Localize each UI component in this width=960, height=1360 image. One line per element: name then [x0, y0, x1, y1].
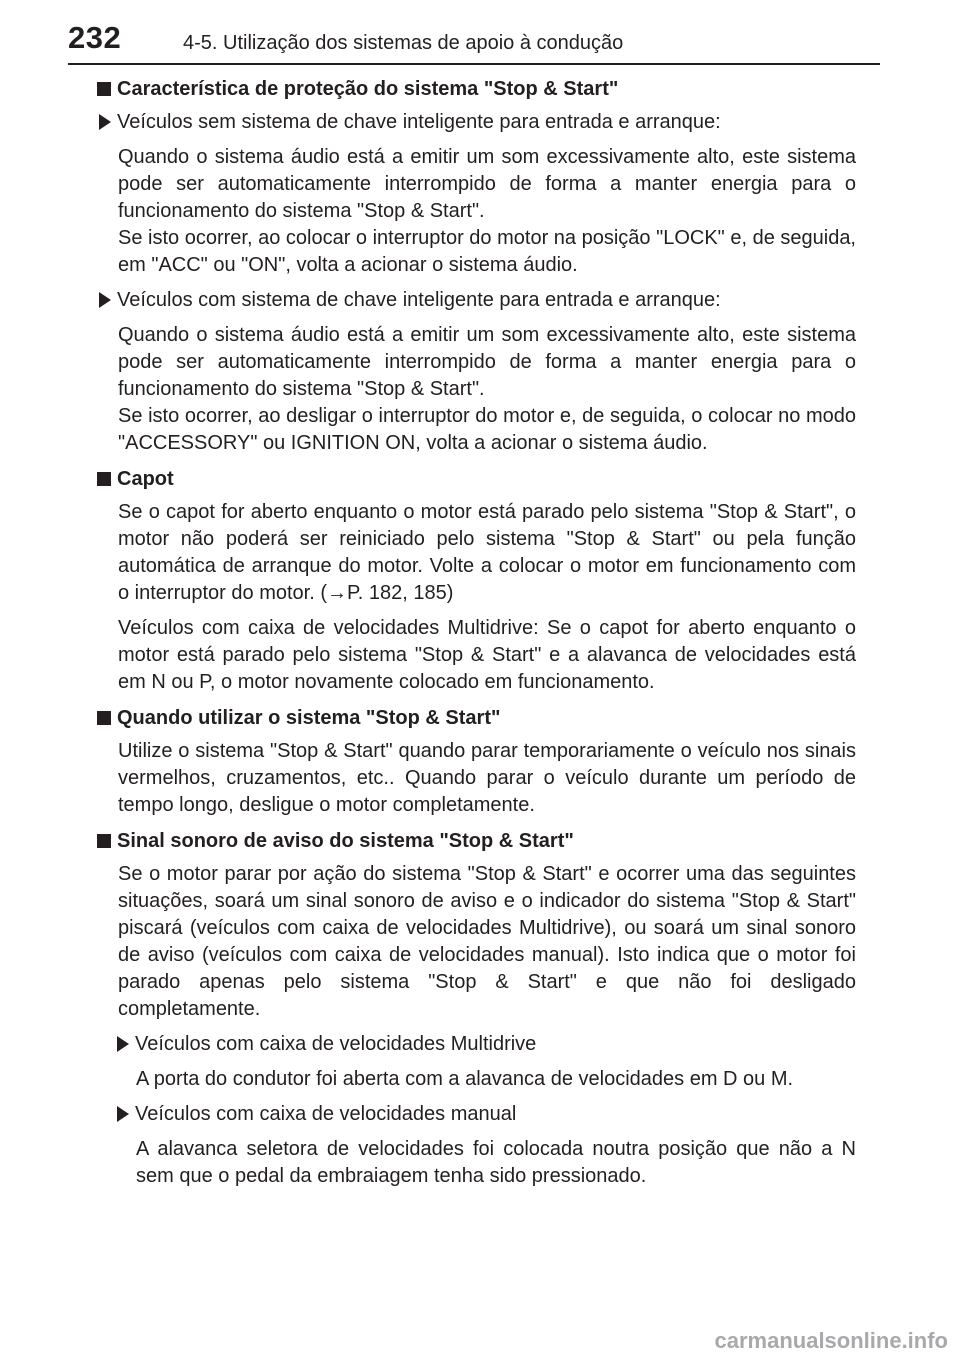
watermark: carmanualsonline.info [714, 1328, 948, 1353]
triangle-bullet-icon [99, 292, 111, 308]
item-label: Veículos com caixa de velocidades manual [135, 1103, 517, 1125]
paragraph: A alavanca seletora de velocidades foi colocada noutra posição que não a N sem que o pedal da embraiagem tenha sido pressionado. [136, 1138, 856, 1187]
paragraph: Se isto ocorrer, ao colocar o interruptor do motor na posição "LOCK" e, de seguida, em "ACC" ou "ON", volta a acionar o sistema áudio. [118, 227, 856, 276]
item-label: Veículos sem sistema de chave inteligente para entrada e arranque: [117, 111, 721, 133]
triangle-bullet-icon [99, 114, 111, 130]
section-capot [97, 466, 856, 696]
square-bullet-icon [97, 711, 111, 725]
heading-text: Característica de proteção do sistema "Stop & Start" [117, 78, 619, 100]
list-item [99, 109, 856, 136]
section-heading [97, 76, 856, 103]
paragraph: Veículos com caixa de velocidades Multidrive: Se o capot for aberto enquanto o motor está parado pelo sistema "Stop & Start" e a alavanca de velocidades está em N ou P, o motor novamente colocado em funcionamento. [118, 617, 856, 693]
header-divider [68, 63, 880, 65]
item-label: Veículos com caixa de velocidades Multidrive [135, 1033, 537, 1055]
square-bullet-icon [97, 472, 111, 486]
page-number: 232 [68, 20, 122, 55]
page-content [97, 76, 856, 1199]
list-item [99, 287, 856, 314]
square-bullet-icon [97, 82, 111, 96]
list-item [117, 1031, 856, 1058]
page-header [68, 18, 880, 58]
square-bullet-icon [97, 834, 111, 848]
paragraph: Se isto ocorrer, ao desligar o interruptor do motor e, de seguida, o colocar no modo "ACCESSORY" ou IGNITION ON, volta a acionar o sistema áudio. [118, 405, 856, 454]
section-protection [97, 76, 856, 457]
chapter-title: 4-5. Utilização dos sistemas de apoio à condução [183, 32, 624, 54]
triangle-bullet-icon [117, 1106, 129, 1122]
item-label: Veículos com sistema de chave inteligente para entrada e arranque: [117, 289, 721, 311]
triangle-bullet-icon [117, 1036, 129, 1052]
heading-text: Capot [117, 468, 174, 490]
section-heading [97, 705, 856, 732]
paragraph: Quando o sistema áudio está a emitir um som excessivamente alto, este sistema pode ser automaticamente interrompido de forma a manter energia para o funcionamento do sistema "Stop & Start". [118, 324, 856, 400]
heading-text: Sinal sonoro de aviso do sistema "Stop & Start" [117, 830, 574, 852]
paragraph: Se o capot for aberto enquanto o motor está parado pelo sistema "Stop & Start", o motor não poderá ser reiniciado pelo sistema "Stop & Start" ou pela função automática de arranque do motor. Volte a colocar o motor em funcionamento com o interruptor do motor. (→P. 182, 185) [118, 501, 856, 604]
paragraph: Se o motor parar por ação do sistema "Stop & Start" e ocorrer uma das seguintes situações, soará um sinal sonoro de aviso e o indicador do sistema "Stop & Start" piscará (veículos com caixa de velocidades Multidrive), ou soará um sinal sonoro de aviso (veículos com caixa de velocidades manual). Isto indica que o motor foi parado apenas pelo sistema "Stop & Start" e que não foi desligado completamente. [118, 863, 856, 1020]
list-item [117, 1101, 856, 1128]
section-heading [97, 828, 856, 855]
section-when-use [97, 705, 856, 819]
section-warning [97, 828, 856, 1190]
paragraph: Utilize o sistema "Stop & Start" quando parar temporariamente o veículo nos sinais vermelhos, cruzamentos, etc.. Quando parar o veículo durante um período de tempo longo, desligue o motor completamente. [118, 740, 856, 816]
heading-text: Quando utilizar o sistema "Stop & Start" [117, 707, 501, 729]
section-heading [97, 466, 856, 493]
paragraph: A porta do condutor foi aberta com a alavanca de velocidades em D ou M. [136, 1068, 794, 1090]
paragraph: Quando o sistema áudio está a emitir um som excessivamente alto, este sistema pode ser automaticamente interrompido de forma a manter energia para o funcionamento do sistema "Stop & Start". [118, 146, 856, 222]
